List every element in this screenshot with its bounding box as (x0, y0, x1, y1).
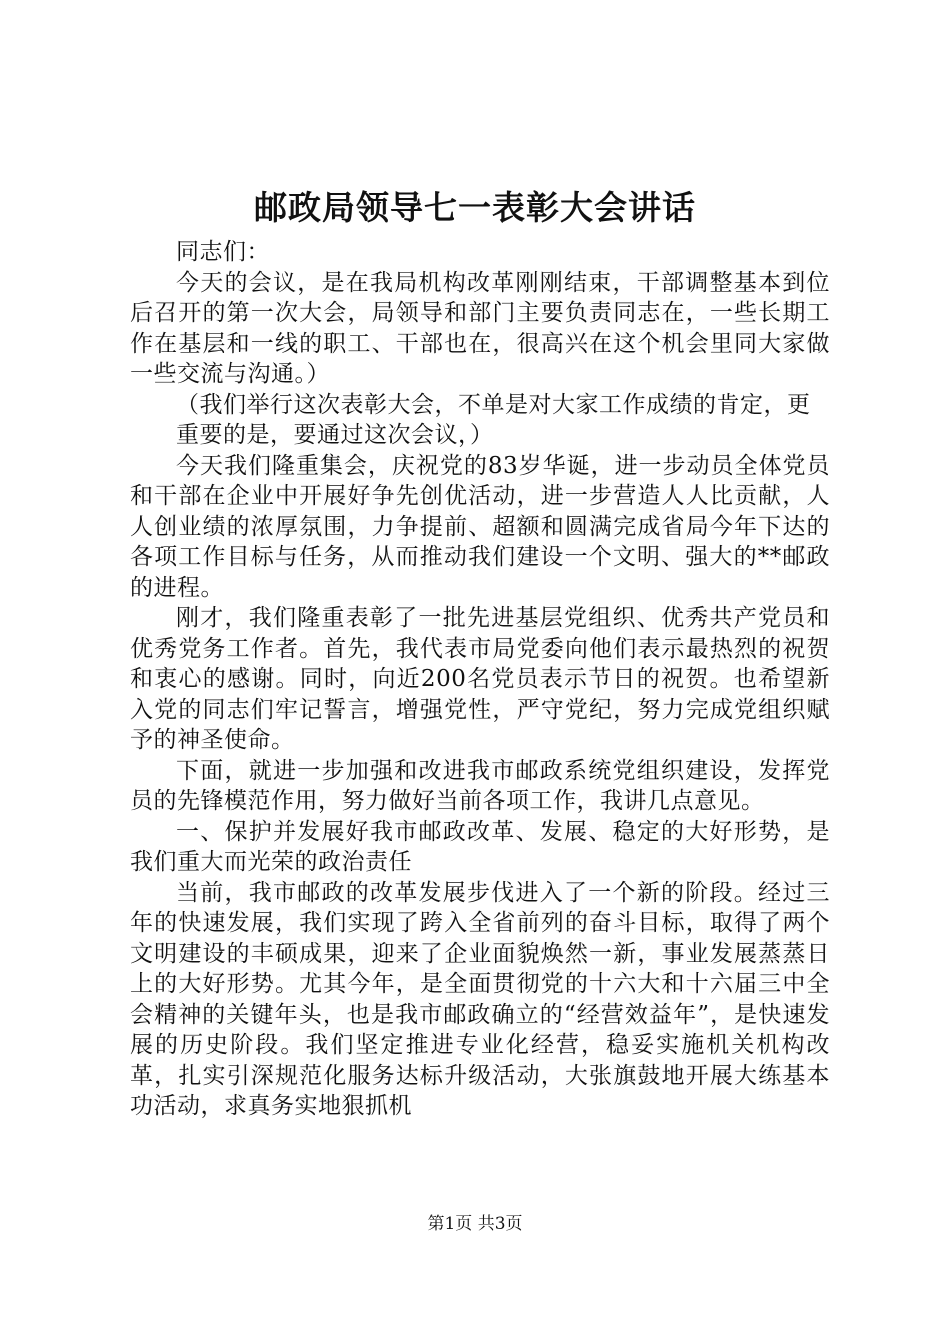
page-number: 第1页 共3页 (427, 1214, 523, 1234)
page-title: 邮政局领导七一表彰大会讲话 (254, 188, 696, 227)
paragraph: （我们举行这次表彰大会，不单是对大家工作成绩的肯定，更 (176, 391, 811, 418)
paragraph-salutation: 同志们： (176, 239, 270, 265)
document-body (130, 237, 830, 1122)
paragraph: 重要的是，要通过这次会议，） (176, 422, 494, 448)
paragraph: 下面，就进一步加强和改进我市邮政系统党组织建设，发挥党员的先锋模范作用，努力做好当前各项工作，我讲几点意见。 (130, 757, 830, 814)
section-heading: 一、保护并发展好我市邮政改革、发展、稳定的大好形势，是我们重大而光荣的政治责任 (130, 818, 830, 875)
paragraph: 刚才，我们隆重表彰了一批先进基层党组织、优秀共产党员和优秀党务工作者。首先，我代表市局党委向他们表示最热烈的祝贺和衷心的感谢。同时，向近200名党员表示节日的祝贺。也希望新入党的同志们牢记誓言，增强党性，严守党纪，努力完成党组织赋予的神圣使命。 (130, 605, 830, 753)
paragraph: 今天我们隆重集会，庆祝党的83岁华诞，进一步动员全体党员和干部在企业中开展好争先创优活动，进一步营造人人比贡献，人人创业绩的浓厚氛围，力争提前、超额和圆满完成省局今年下达的各项工作目标与任务，从而推动我们建设一个文明、强大的**邮政的进程。 (130, 452, 830, 601)
paragraph: 今天的会议，是在我局机构改革刚刚结束，干部调整基本到位后召开的第一次大会，局领导和部门主要负责同志在，一些长期工作在基层和一线的职工、干部也在，很高兴在这个机会里同大家做一些交流与沟通。） (130, 269, 830, 387)
paragraph: 当前，我市邮政的改革发展步伐进入了一个新的阶段。经过三年的快速发展，我们实现了跨入全省前列的奋斗目标，取得了两个文明建设的丰硕成果，迎来了企业面貌焕然一新，事业发展蒸蒸日上的大好形势。尤其今年，是全面贯彻党的十六大和十六届三中全会精神的关键年头，也是我市邮政确立的“经营效益年”，是快速发展的历史阶段。我们坚定推进专业化经营，稳妥实施机关机构改革，扎实引深规范化服务达标升级活动，大张旗鼓地开展大练基本功活动，求真务实地狠抓机 (130, 879, 830, 1119)
